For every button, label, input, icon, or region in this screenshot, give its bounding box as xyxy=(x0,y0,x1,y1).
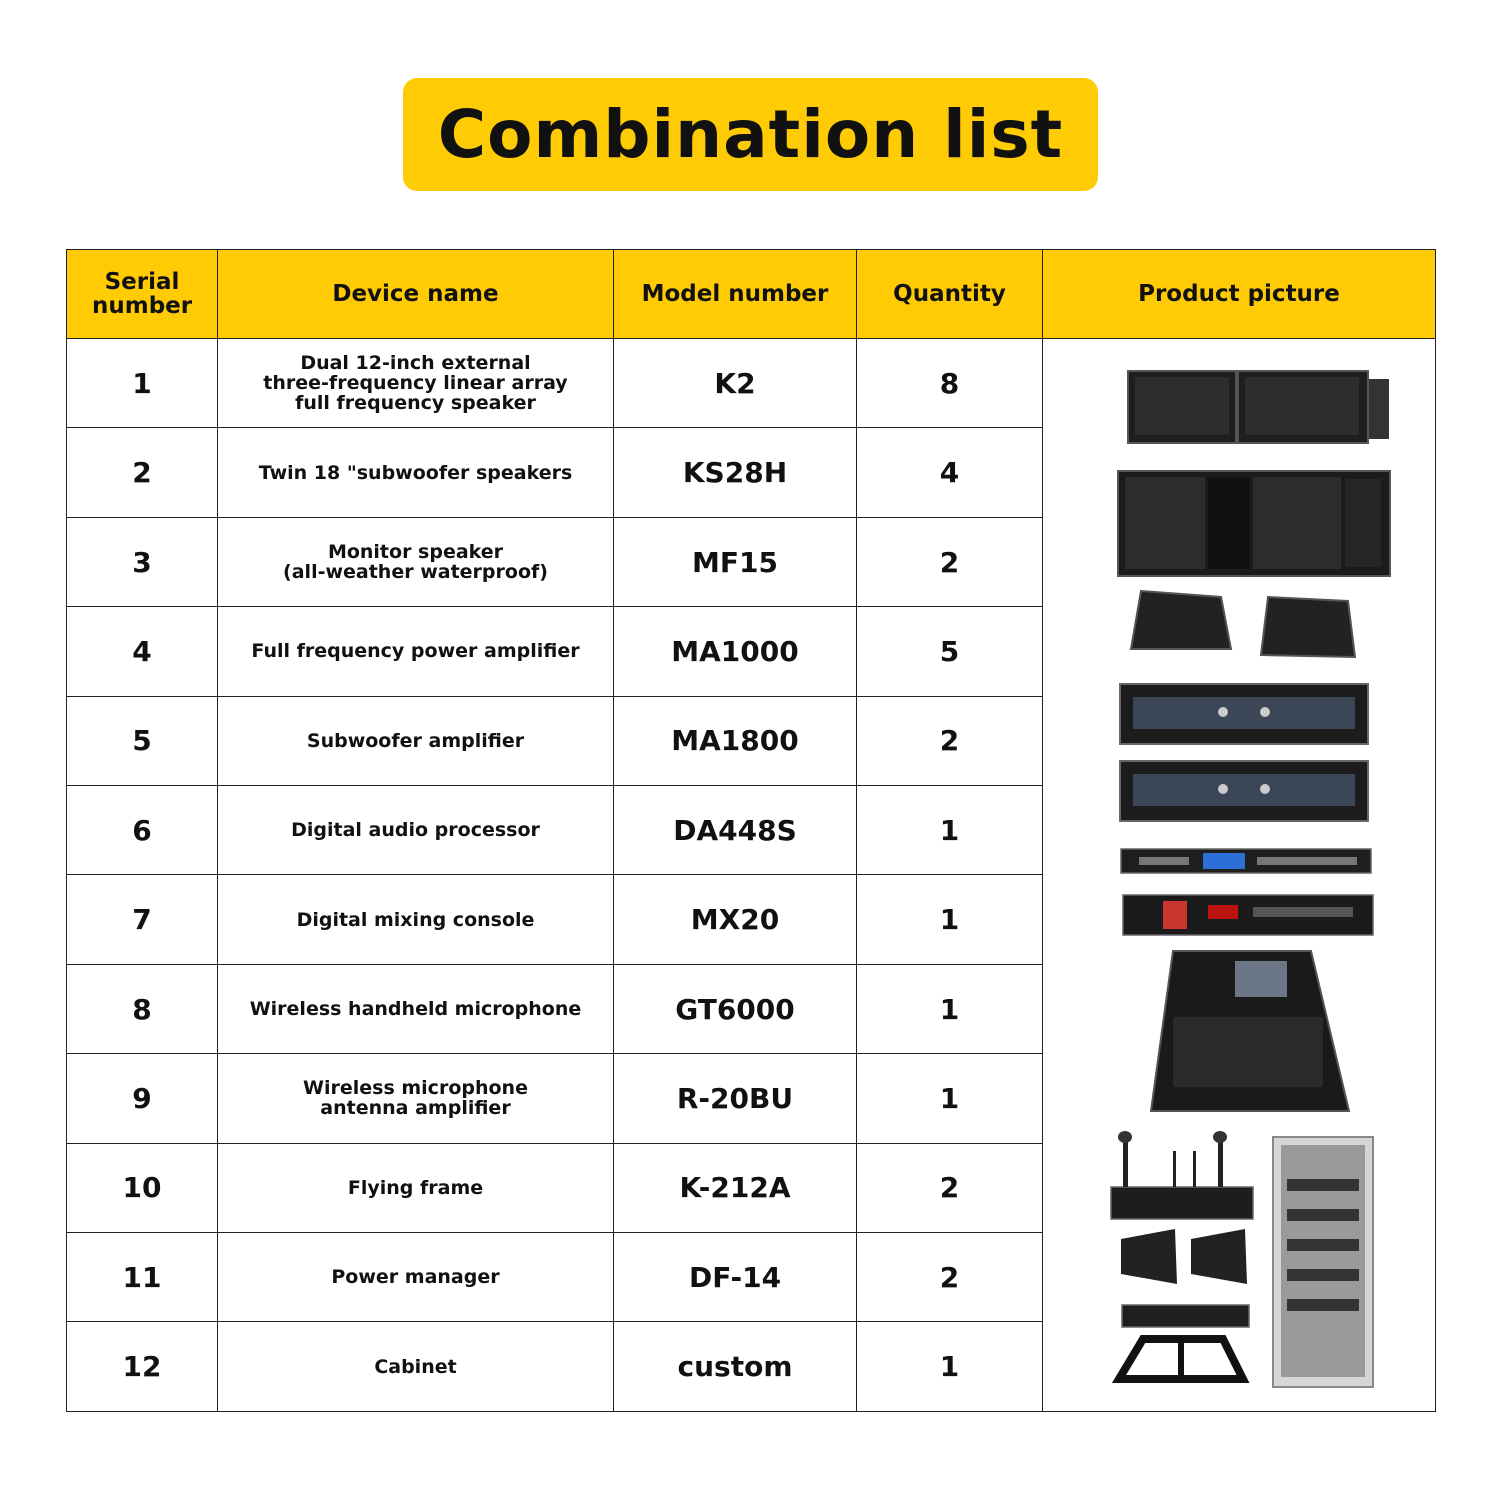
serial-cell: 6 xyxy=(67,786,218,875)
header-model: Model number xyxy=(614,250,857,339)
device-name-cell xyxy=(218,1322,614,1412)
combination-table xyxy=(66,249,1436,1412)
model-number-cell: MX20 xyxy=(614,875,857,964)
device-name-line: Digital audio processor xyxy=(291,819,540,842)
device-name-line: Dual 12-inch external xyxy=(300,352,531,375)
serial-cell: 1 xyxy=(67,339,218,428)
device-name-line: (all-weather waterproof) xyxy=(283,561,548,584)
device-name-line: full frequency speaker xyxy=(295,392,536,415)
mixing-console-icon xyxy=(1151,951,1349,1111)
serial-cell: 2 xyxy=(67,428,218,517)
serial-cell: 7 xyxy=(67,875,218,964)
model-number-cell: K-212A xyxy=(614,1143,857,1232)
quantity-cell: 2 xyxy=(857,1233,1043,1322)
quantity-cell: 1 xyxy=(857,786,1043,875)
device-name-cell xyxy=(218,428,614,517)
device-name-cell xyxy=(218,607,614,696)
model-number-cell: MA1800 xyxy=(614,696,857,785)
device-name-line: Subwoofer amplifier xyxy=(306,729,525,752)
wireless-microphone-icon xyxy=(1111,1131,1253,1219)
device-name-cell xyxy=(218,1054,614,1143)
line-array-speaker-icon xyxy=(1128,371,1389,443)
device-name-cell xyxy=(218,696,614,785)
device-name-line: Full frequency power amplifier xyxy=(251,640,580,663)
product-picture-cell xyxy=(1043,339,1436,1412)
quantity-cell: 2 xyxy=(857,696,1043,785)
model-number-cell: custom xyxy=(614,1322,857,1412)
device-name-line: Digital mixing console xyxy=(296,908,535,931)
device-name-cell xyxy=(218,875,614,964)
quantity-cell: 8 xyxy=(857,339,1043,428)
device-name-cell xyxy=(218,1233,614,1322)
device-name-line: Wireless handheld microphone xyxy=(249,998,582,1021)
serial-cell: 5 xyxy=(67,696,218,785)
page-title: Combination list xyxy=(437,96,1064,173)
quantity-cell: 1 xyxy=(857,964,1043,1053)
device-name-line: antenna amplifier xyxy=(320,1097,511,1120)
antenna-icon xyxy=(1121,1229,1247,1284)
device-name-line: Flying frame xyxy=(347,1176,484,1199)
header-device: Device name xyxy=(218,250,614,339)
cabinet-rack-icon xyxy=(1273,1137,1373,1387)
model-number-cell: DA448S xyxy=(614,786,857,875)
subwoofer-icon xyxy=(1118,471,1390,576)
quantity-cell: 5 xyxy=(857,607,1043,696)
serial-cell: 11 xyxy=(67,1233,218,1322)
serial-cell: 9 xyxy=(67,1054,218,1143)
device-name-line: Wireless microphone xyxy=(303,1077,528,1100)
model-number-cell: GT6000 xyxy=(614,964,857,1053)
product-pictures xyxy=(1043,339,1435,1411)
header-row xyxy=(67,250,1436,339)
quantity-cell: 2 xyxy=(857,517,1043,606)
serial-cell: 12 xyxy=(67,1322,218,1412)
device-name-line: three-frequency linear array xyxy=(263,372,568,395)
device-name-line: Twin 18 "subwoofer speakers xyxy=(258,461,573,484)
model-number-cell: R-20BU xyxy=(614,1054,857,1143)
device-name-cell xyxy=(218,339,614,428)
model-number-cell: DF-14 xyxy=(614,1233,857,1322)
device-name-cell xyxy=(218,1143,614,1232)
flying-frame-icon xyxy=(1119,1339,1243,1379)
quantity-cell: 4 xyxy=(857,428,1043,517)
quantity-cell: 1 xyxy=(857,875,1043,964)
serial-cell: 8 xyxy=(67,964,218,1053)
device-name-cell xyxy=(218,786,614,875)
header-serial: Serial number xyxy=(67,250,218,339)
header-quantity: Quantity xyxy=(857,250,1043,339)
quantity-cell: 1 xyxy=(857,1322,1043,1412)
quantity-cell: 1 xyxy=(857,1054,1043,1143)
device-name-cell xyxy=(218,964,614,1053)
serial-cell: 3 xyxy=(67,517,218,606)
device-name-line: Power manager xyxy=(331,1266,500,1289)
model-number-cell: MA1000 xyxy=(614,607,857,696)
monitor-speaker-icon xyxy=(1131,591,1355,657)
serial-cell: 10 xyxy=(67,1143,218,1232)
antenna-distributor-icon xyxy=(1122,1305,1249,1327)
header-picture: Product picture xyxy=(1043,250,1436,339)
serial-cell: 4 xyxy=(67,607,218,696)
model-number-cell: KS28H xyxy=(614,428,857,517)
device-name-line: Cabinet xyxy=(374,1355,457,1378)
power-amplifier-icon xyxy=(1120,684,1368,744)
model-number-cell: MF15 xyxy=(614,517,857,606)
device-name-cell xyxy=(218,517,614,606)
power-amplifier-icon xyxy=(1120,761,1368,821)
table-row xyxy=(67,339,1436,428)
title-banner xyxy=(403,78,1098,191)
model-number-cell: K2 xyxy=(614,339,857,428)
device-name-line: Monitor speaker xyxy=(327,541,504,564)
power-manager-icon xyxy=(1123,895,1373,935)
quantity-cell: 2 xyxy=(857,1143,1043,1232)
audio-processor-icon xyxy=(1121,849,1371,873)
